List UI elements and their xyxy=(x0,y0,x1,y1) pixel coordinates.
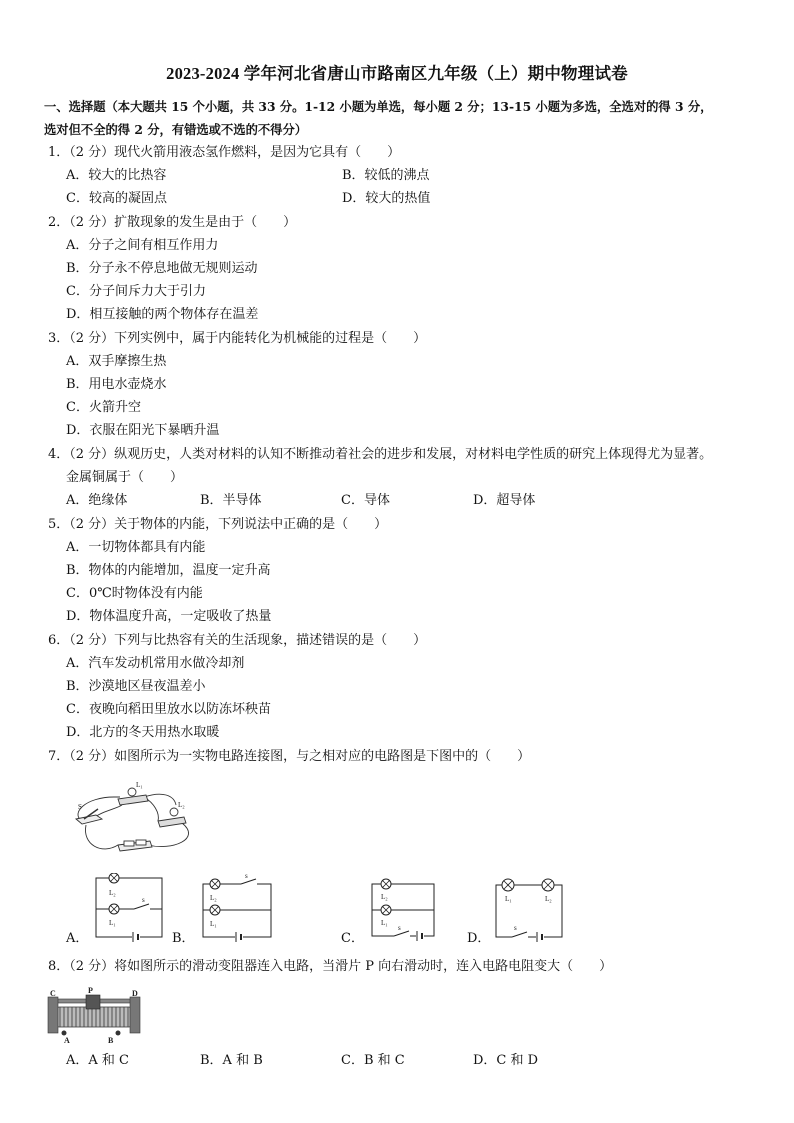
q7-option-b: B． xyxy=(172,931,195,946)
question-6-stem: 6．（2 分）下列与比热容有关的生活现象，描述错误的是（ ） xyxy=(48,633,427,648)
q2-option-b: B．分子永不停息地做无规则运动 xyxy=(66,261,258,276)
question-2-stem: 2．（2 分）扩散现象的发生是由于（ ） xyxy=(48,215,297,230)
q8-rheostat-figure xyxy=(44,985,144,1045)
q8-label-c: C xyxy=(50,989,56,998)
q7-option-d: D． xyxy=(467,931,491,946)
section-heading-line2: 选对但不全的得 2 分，有错选或不选的不得分） xyxy=(44,122,308,137)
q7-circuit-a xyxy=(92,873,167,943)
q6-option-c: C．夜晚向稻田里放水以防冻坏秧苗 xyxy=(66,702,271,717)
q1-option-c: C．较高的凝固点 xyxy=(66,191,167,206)
q6-option-b: B．沙漠地区昼夜温差小 xyxy=(66,679,206,694)
section-heading xyxy=(44,95,764,141)
question-3-stem: 3．（2 分）下列实例中，属于内能转化为机械能的过程是（ ） xyxy=(48,331,427,346)
q4-option-d: D．超导体 xyxy=(473,493,536,508)
q7-option-a: A． xyxy=(66,931,89,946)
q6-option-a: A．汽车发动机常用水做冷却剂 xyxy=(66,656,245,671)
q5-option-b: B．物体的内能增加，温度一定升高 xyxy=(66,563,271,578)
q3-option-b: B．用电水壶烧水 xyxy=(66,377,167,392)
question-1-stem: 1．（2 分）现代火箭用液态氢作燃料，是因为它具有（ ） xyxy=(48,145,401,160)
q8-option-a: A．A 和 C xyxy=(66,1053,129,1068)
q7b-label-s: s xyxy=(245,872,248,880)
q3-option-c: C．火箭升空 xyxy=(66,400,141,415)
q1-option-d: D．较大的热值 xyxy=(342,191,431,206)
q8-label-p: P xyxy=(88,986,93,995)
q1-option-a: A．较大的比热容 xyxy=(66,168,167,183)
q7-circuit-d xyxy=(492,875,566,943)
q6-option-d: D．北方的冬天用热水取暖 xyxy=(66,725,220,740)
q8-option-c: C．B 和 C xyxy=(341,1053,405,1068)
q8-label-b: B xyxy=(108,1036,114,1045)
q2-option-d: D．相互接触的两个物体存在温差 xyxy=(66,307,259,322)
q7c-label-l1: L₁ xyxy=(381,919,388,927)
q7-fig-label-l1: L₁ xyxy=(136,781,143,789)
q8-label-a: A xyxy=(64,1036,70,1045)
q2-option-c: C．分子间斥力大于引力 xyxy=(66,284,206,299)
q7-circuit-b xyxy=(199,872,277,942)
q5-option-c: C．0℃时物体没有内能 xyxy=(66,586,203,601)
question-8-stem: 8．（2 分）将如图所示的滑动变阻器连入电路，当滑片 P 向右滑动时，连入电路电阻变大（ ） xyxy=(48,959,613,974)
q7d-label-s: s xyxy=(514,924,517,932)
question-5-stem: 5．（2 分）关于物体的内能，下列说法中正确的是（ ） xyxy=(48,517,388,532)
q1-option-b: B．较低的沸点 xyxy=(342,168,430,183)
q7c-label-s: s xyxy=(398,924,401,932)
q4-option-b: B．半导体 xyxy=(200,493,262,508)
q3-option-d: D．衣服在阳光下暴晒升温 xyxy=(66,423,220,438)
q7-fig-label-l2: L₂ xyxy=(178,801,185,809)
question-4-stem: 4．（2 分）纵观历史，人类对材料的认知不断推动着社会的进步和发展，对材料电学性质的研究上体现得尤为显著。 xyxy=(48,447,713,462)
q7d-label-l1: L₁ xyxy=(505,895,512,903)
q2-option-a: A．分子之间有相互作用力 xyxy=(66,238,219,253)
q7-option-c: C． xyxy=(341,931,364,946)
question-7-stem: 7．（2 分）如图所示为一实物电路连接图，与之相对应的电路图是下图中的（ ） xyxy=(48,749,531,764)
q7d-label-l2: L₂ xyxy=(545,895,552,903)
q3-option-a: A．双手摩擦生热 xyxy=(66,354,167,369)
q5-option-d: D．物体温度升高，一定吸收了热量 xyxy=(66,609,272,624)
q7a-label-l2: L₂ xyxy=(109,889,116,897)
q7a-label-s: s xyxy=(142,896,145,904)
question-4-stem-cont: 金属铜属于（ ） xyxy=(66,470,184,485)
q7-fig-label-s: S xyxy=(78,803,82,811)
q7-physical-circuit-figure xyxy=(62,775,222,860)
q7b-label-l1: L₁ xyxy=(210,920,217,928)
q7a-label-l1: L₁ xyxy=(109,919,116,927)
q8-label-d: D xyxy=(132,989,138,998)
q7c-label-l2: L₂ xyxy=(381,893,388,901)
q8-option-b: B．A 和 B xyxy=(200,1053,263,1068)
section-heading-line1: 一、选择题（本大题共 15 个小题，共 33 分。1-12 小题为单选，每小题 2 分；13-15 小题为多选，全选对的得 3 分， xyxy=(44,99,713,114)
q4-option-c: C．导体 xyxy=(341,493,390,508)
q8-option-d: D．C 和 D xyxy=(473,1053,539,1068)
q4-option-a: A．绝缘体 xyxy=(66,493,128,508)
paper-title: 2023-2024 学年河北省唐山市路南区九年级（上）期中物理试卷 xyxy=(166,64,628,83)
q7b-label-l2: L₂ xyxy=(210,894,217,902)
q5-option-a: A．一切物体都具有内能 xyxy=(66,540,206,555)
q7-circuit-c xyxy=(368,878,438,942)
